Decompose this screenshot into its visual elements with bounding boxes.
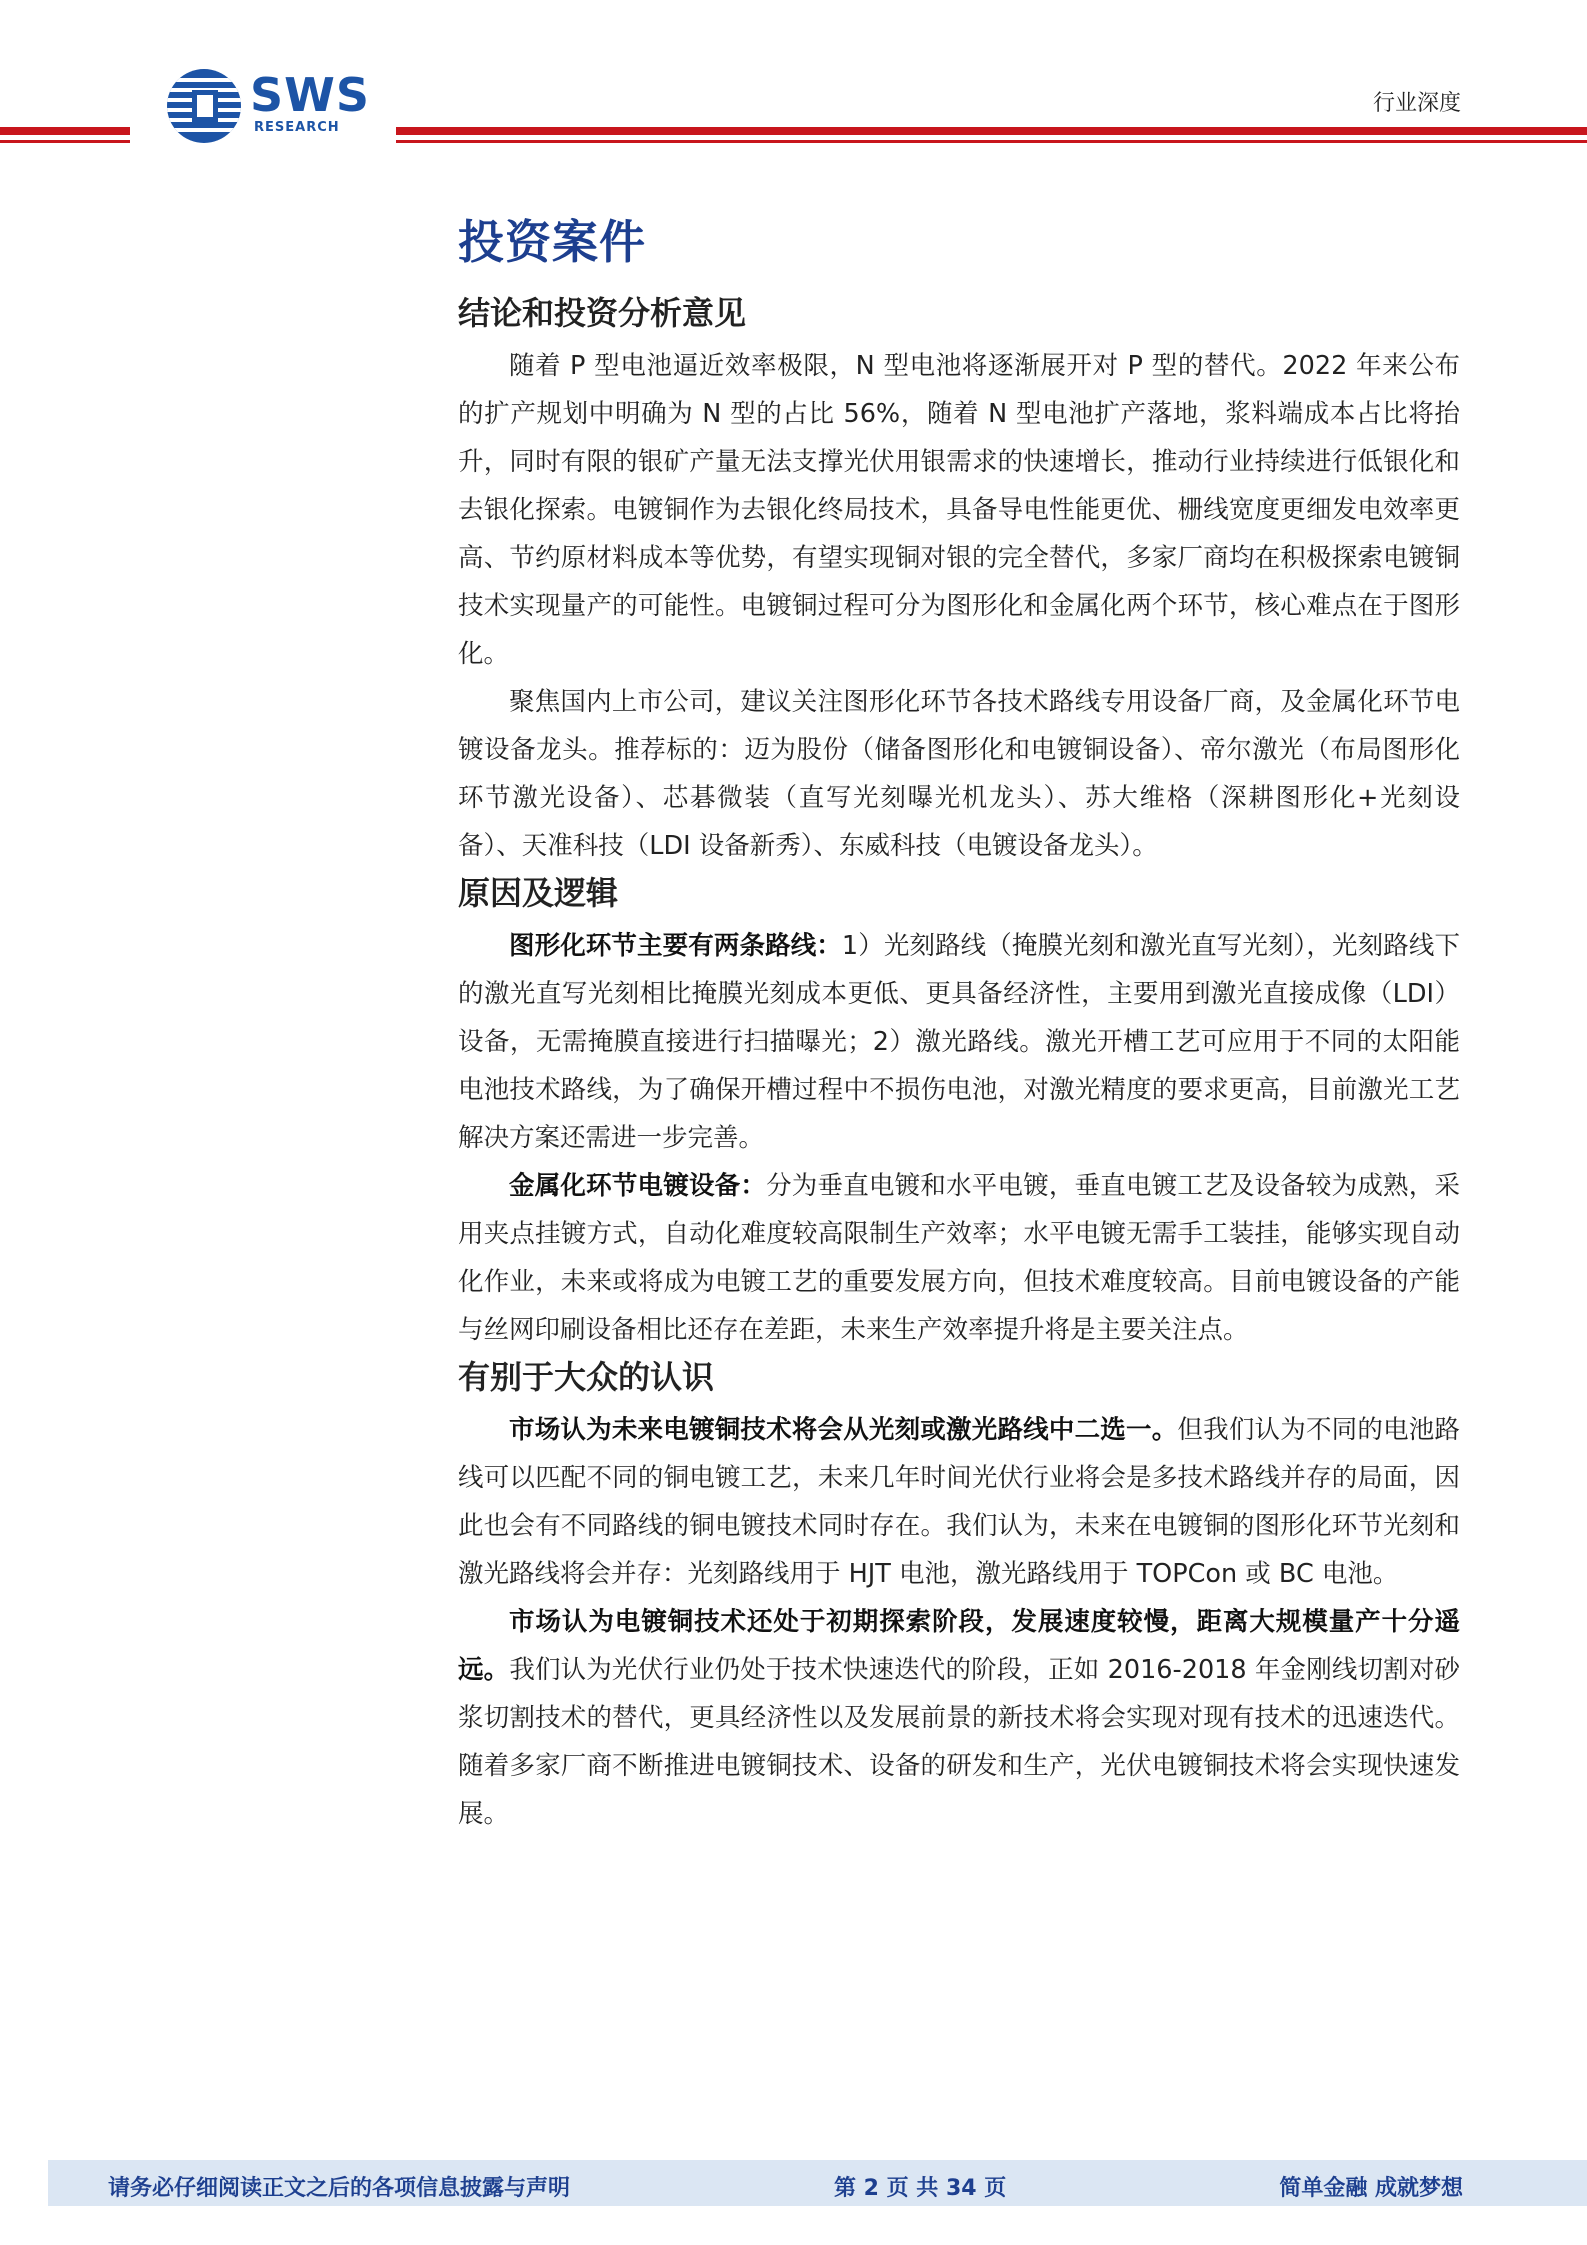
logo-subtitle: RESEARCH bbox=[254, 120, 340, 135]
page-number: 第 2 页 共 34 页 bbox=[834, 2176, 1007, 2201]
paragraph-lead: 市场认为电镀铜技术还处于初期探索阶段，发展速度较慢，距离大规模量产十分遥远。 bbox=[458, 1607, 1460, 1685]
paragraph-lead: 图形化环节主要有两条路线： bbox=[509, 931, 842, 961]
section-heading: 有别于大众的认识 bbox=[458, 1358, 715, 1396]
paragraph-text: 聚焦国内上市公司，建议关注图形化环节各技术路线专用设备厂商，及金属化环节电镀设备龙头。推荐标的：迈为股份（储备图形化和电镀铜设备）、帝尔激光（布局图形化环节激光设备）、芯碁微装（直写光刻曝光机龙头）、苏大维格（深耕图形化+光刻设备）、天准科技（LDI 设备新秀）、东威科技（电镀设备龙头）。 bbox=[458, 687, 1460, 861]
paragraph bbox=[458, 678, 1460, 870]
paragraph-text: 随着 P 型电池逼近效率极限，N 型电池将逐渐展开对 P 型的替代。2022 年来公布的扩产规划中明确为 N 型的占比 56%，随着 N 型电池扩产落地，浆料端成本占比将抬升，同时有限的银矿产量无法支撑光伏用银需求的快速增长，推动行业持续进行低银化和去银化探索。电镀铜作为去银化终局技术，具备导电性能更优、栅线宽度更细发电效率更高、节约原材料成本等优势，有望实现铜对银的完全替代，多家厂商均在积极探索电镀铜技术实现量产的可能性。电镀铜过程可分为图形化和金属化两个环节，核心难点在于图形化。 bbox=[458, 351, 1460, 669]
main-content bbox=[458, 212, 1460, 1838]
paragraph-lead: 金属化环节电镀设备： bbox=[509, 1171, 767, 1201]
section-heading: 结论和投资分析意见 bbox=[458, 294, 747, 332]
paragraph bbox=[458, 1598, 1460, 1838]
paragraph-text: 分为垂直电镀和水平电镀，垂直电镀工艺及设备较为成熟，采用夹点挂镀方式，自动化难度较高限制生产效率；水平电镀无需手工装挂，能够实现自动化作业，未来或将成为电镀工艺的重要发展方向，但技术难度较高。目前电镀设备的产能与丝网印刷设备相比还存在差距，未来生产效率提升将是主要关注点。 bbox=[458, 1171, 1460, 1345]
page-title: 投资案件 bbox=[458, 215, 646, 269]
header-rule bbox=[396, 140, 1587, 143]
paragraph-text: 但我们认为不同的电池路线可以匹配不同的铜电镀工艺，未来几年时间光伏行业将会是多技术路线并存的局面，因此也会有不同路线的铜电镀技术同时存在。我们认为，未来在电镀铜的图形化环节光刻和激光路线将会并存：光刻路线用于 HJT 电池，激光路线用于 TOPCon 或 BC 电池。 bbox=[458, 1415, 1460, 1589]
paragraph bbox=[458, 1406, 1460, 1598]
section-heading: 原因及逻辑 bbox=[458, 874, 619, 912]
page-footer bbox=[0, 2160, 1587, 2210]
logo-wordmark: SWS bbox=[250, 68, 370, 122]
paragraph bbox=[458, 342, 1460, 678]
paragraph-lead: 市场认为未来电镀铜技术将会从光刻或激光路线中二选一。 bbox=[509, 1415, 1178, 1445]
report-type-tag: 行业深度 bbox=[1372, 91, 1461, 116]
paragraph-text: 1）光刻路线（掩膜光刻和激光直写光刻），光刻路线下的激光直写光刻相比掩膜光刻成本更低、更具备经济性，主要用到激光直接成像（LDI）设备，无需掩膜直接进行扫描曝光；2）激光路线。激光开槽工艺可应用于不同的太阳能电池技术路线，为了确保开槽过程中不损伤电池，对激光精度的要求更高，目前激光工艺解决方案还需进一步完善。 bbox=[458, 931, 1460, 1153]
footer-slogan: 简单金融 成就梦想 bbox=[1279, 2176, 1463, 2201]
disclaimer-notice: 请务必仔细阅读正文之后的各项信息披露与声明 bbox=[108, 2176, 571, 2201]
paragraph bbox=[458, 1162, 1460, 1354]
paragraph-text: 我们认为光伏行业仍处于技术快速迭代的阶段，正如 2016-2018 年金刚线切割对砂浆切割技术的替代，更具经济性以及发展前景的新技术将会实现对现有技术的迅速迭代。随着多家厂商不断推进电镀铜技术、设备的研发和生产，光伏电镀铜技术将会实现快速发展。 bbox=[458, 1655, 1460, 1829]
header-rule bbox=[0, 127, 130, 135]
page-header bbox=[0, 0, 1587, 160]
sws-logo-icon bbox=[166, 68, 242, 144]
header-rule bbox=[0, 140, 130, 143]
header-rule bbox=[396, 127, 1587, 135]
paragraph bbox=[458, 922, 1460, 1162]
sws-logo bbox=[166, 64, 376, 146]
